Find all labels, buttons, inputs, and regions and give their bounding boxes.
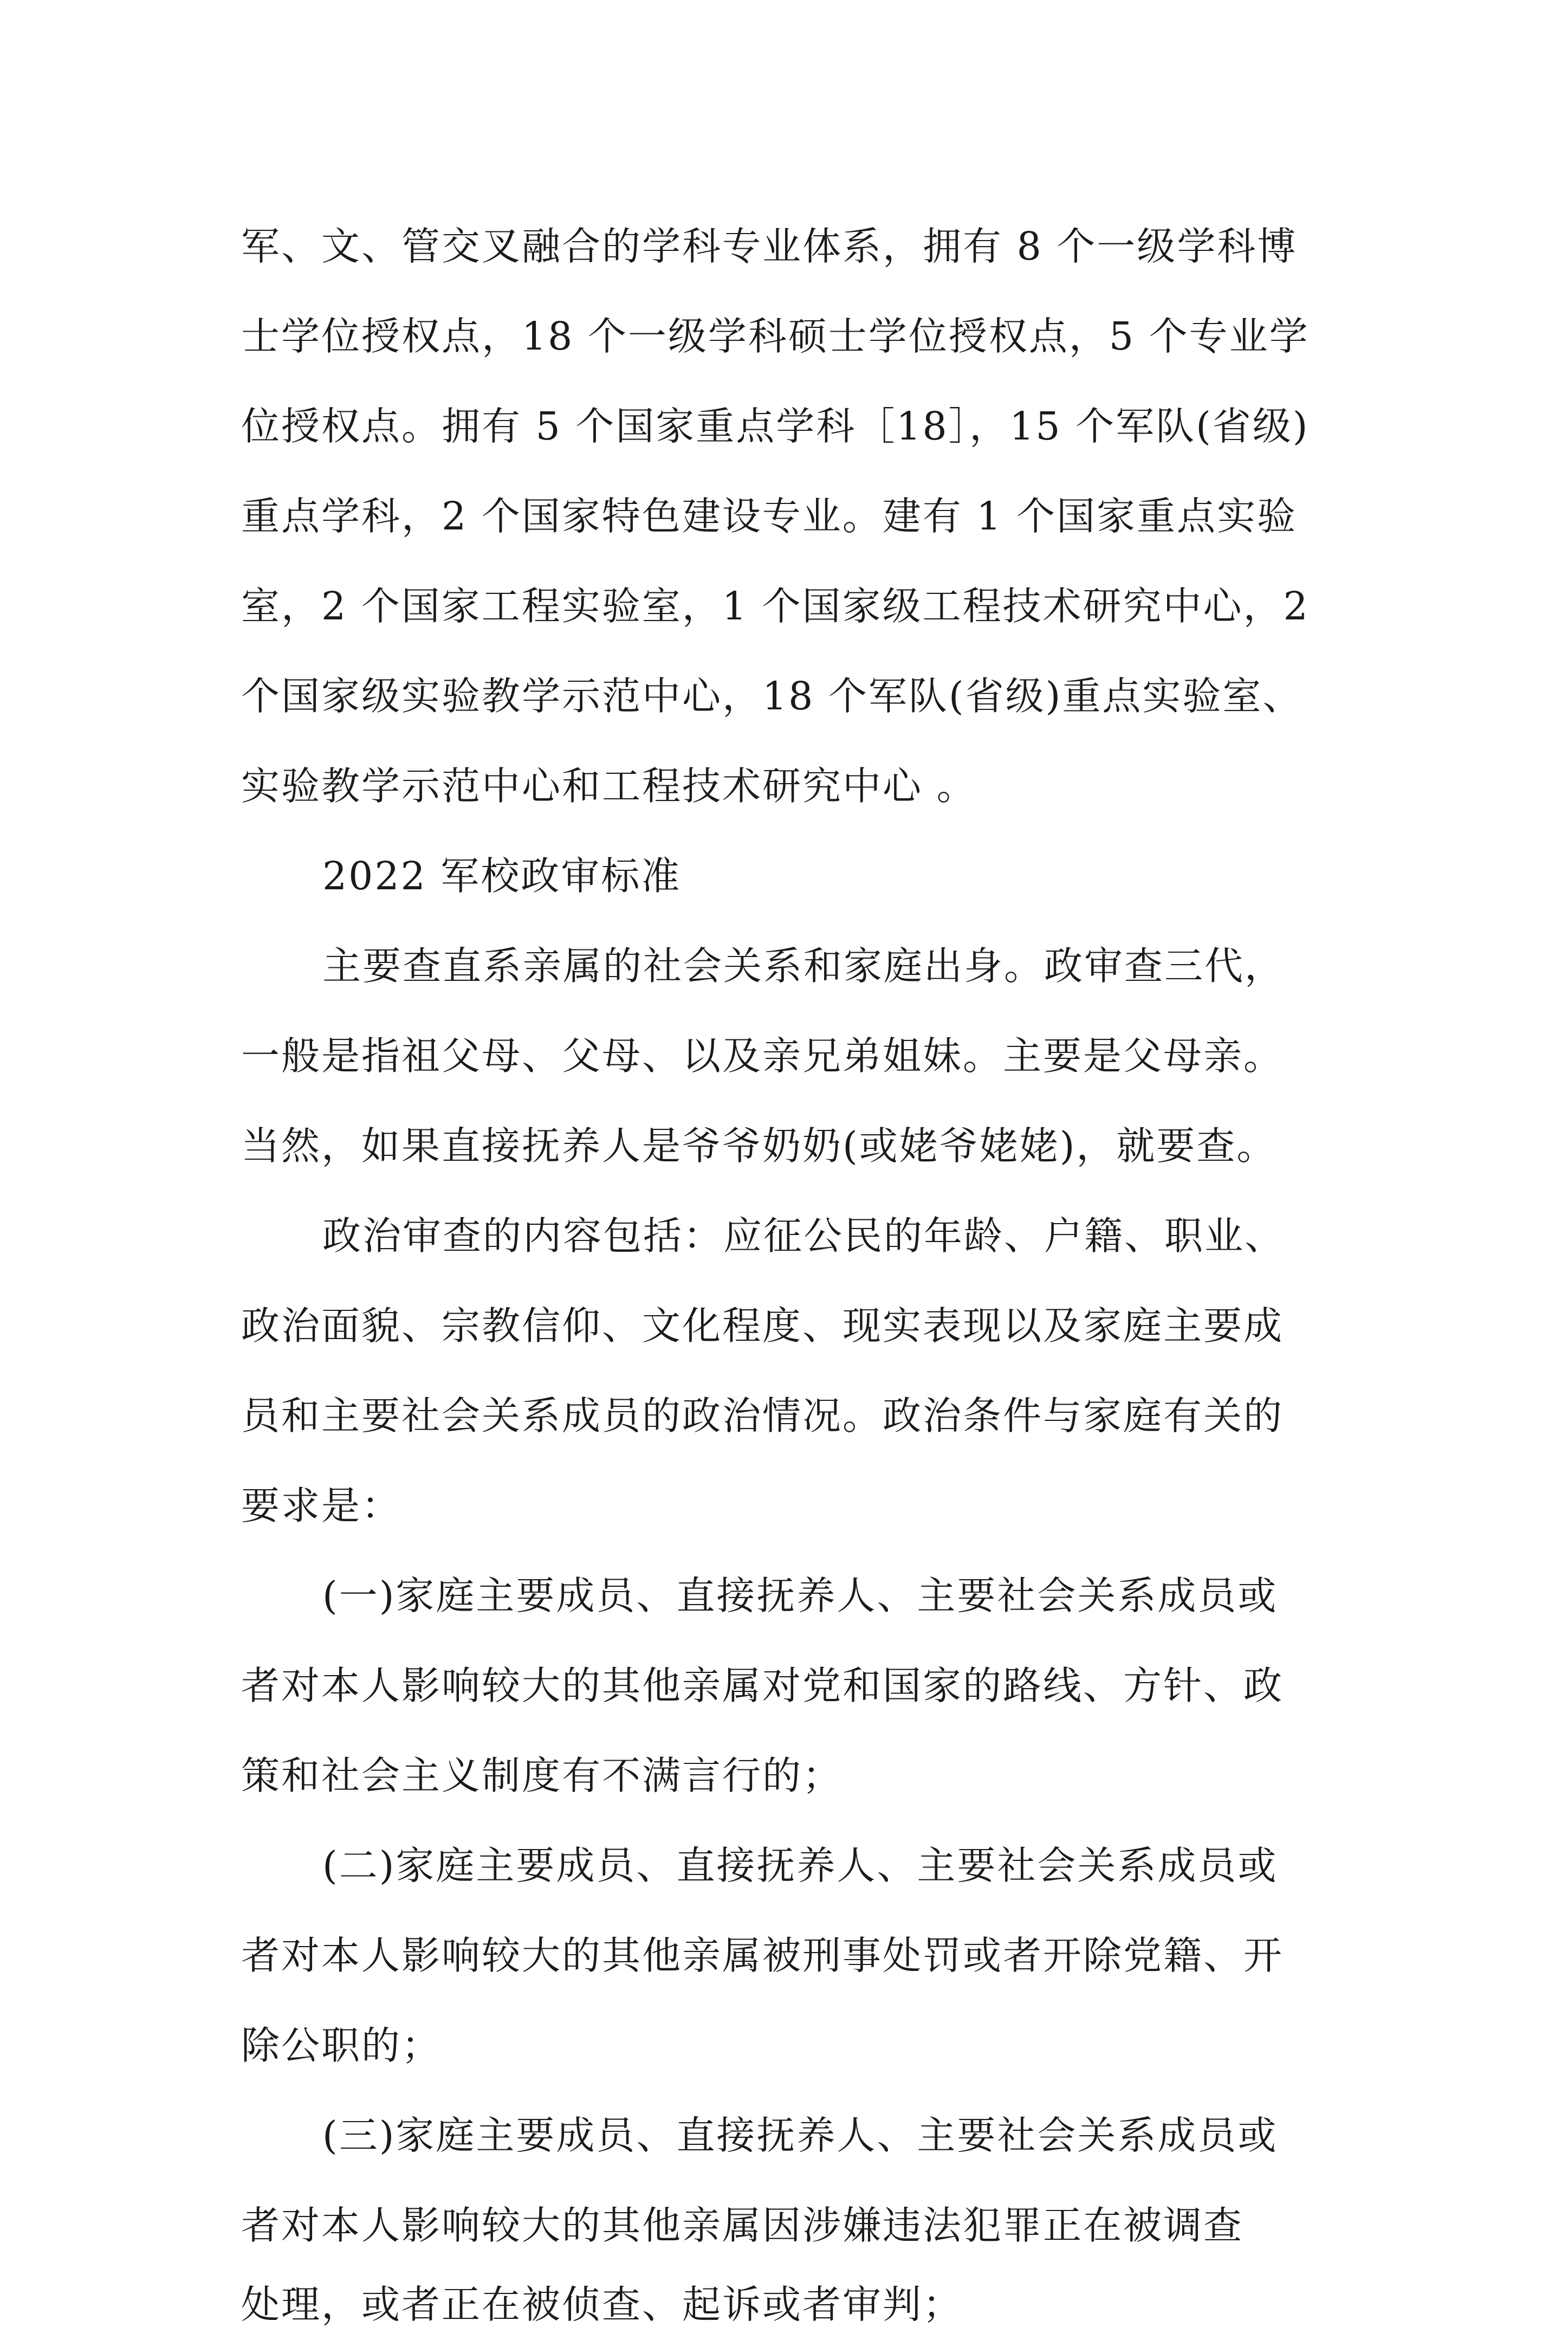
body-text-line: 实验教学示范中心和工程技术研究中心 。 [241, 764, 977, 809]
section-heading: 2022 军校政审标准 [322, 854, 682, 898]
body-text-line: 政治审查的内容包括：应征公民的年龄、户籍、职业、 [322, 1213, 1285, 1258]
body-text-line: 位授权点。拥有 5 个国家重点学科［18］，15 个军队(省级) [241, 404, 1310, 449]
list-item-text: (三)家庭主要成员、直接抚养人、主要社会关系成员或 [322, 2113, 1278, 2158]
body-text-line: 政治面貌、宗教信仰、文化程度、现实表现以及家庭主要成 [241, 1303, 1284, 1348]
body-text-line: 一般是指祖父母、父母、以及亲兄弟姐妹。主要是父母亲。 [241, 1033, 1284, 1078]
body-text-line: 当然，如果直接抚养人是爷爷奶奶(或姥爷姥姥)，就要查。 [241, 1123, 1277, 1168]
body-text-line: 室，2 个国家工程实验室，1 个国家级工程技术研究中心，2 [241, 584, 1310, 629]
body-text-line: 主要查直系亲属的社会关系和家庭出身。政审查三代， [322, 943, 1285, 988]
body-text-line: 处理，或者正在被侦查、起诉或者审判； [241, 2282, 963, 2327]
body-text-line: 员和主要社会关系成员的政治情况。政治条件与家庭有关的 [241, 1393, 1284, 1438]
body-text-line: 士学位授权点，18 个一级学科硕士学位授权点，5 个专业学 [241, 314, 1310, 359]
body-text-line: 者对本人影响较大的其他亲属因涉嫌违法犯罪正在被调查 [241, 2203, 1244, 2248]
body-text-line: 者对本人影响较大的其他亲属被刑事处罚或者开除党籍、开 [241, 1933, 1284, 1978]
body-text-line: 个国家级实验教学示范中心，18 个军队(省级)重点实验室、 [241, 674, 1303, 719]
list-item-text: (一)家庭主要成员、直接抚养人、主要社会关系成员或 [322, 1573, 1278, 1618]
body-text-line: 要求是： [241, 1483, 402, 1528]
body-text-line: 者对本人影响较大的其他亲属对党和国家的路线、方针、政 [241, 1663, 1284, 1708]
body-text-line: 军、文、管交叉融合的学科专业体系，拥有 8 个一级学科博 [241, 224, 1298, 269]
body-text-line: 除公职的； [241, 2023, 442, 2068]
body-text-line: 重点学科，2 个国家特色建设专业。建有 1 个国家重点实验 [241, 494, 1298, 539]
list-item-text: (二)家庭主要成员、直接抚养人、主要社会关系成员或 [322, 1843, 1278, 1888]
body-text-line: 策和社会主义制度有不满言行的； [241, 1753, 843, 1798]
